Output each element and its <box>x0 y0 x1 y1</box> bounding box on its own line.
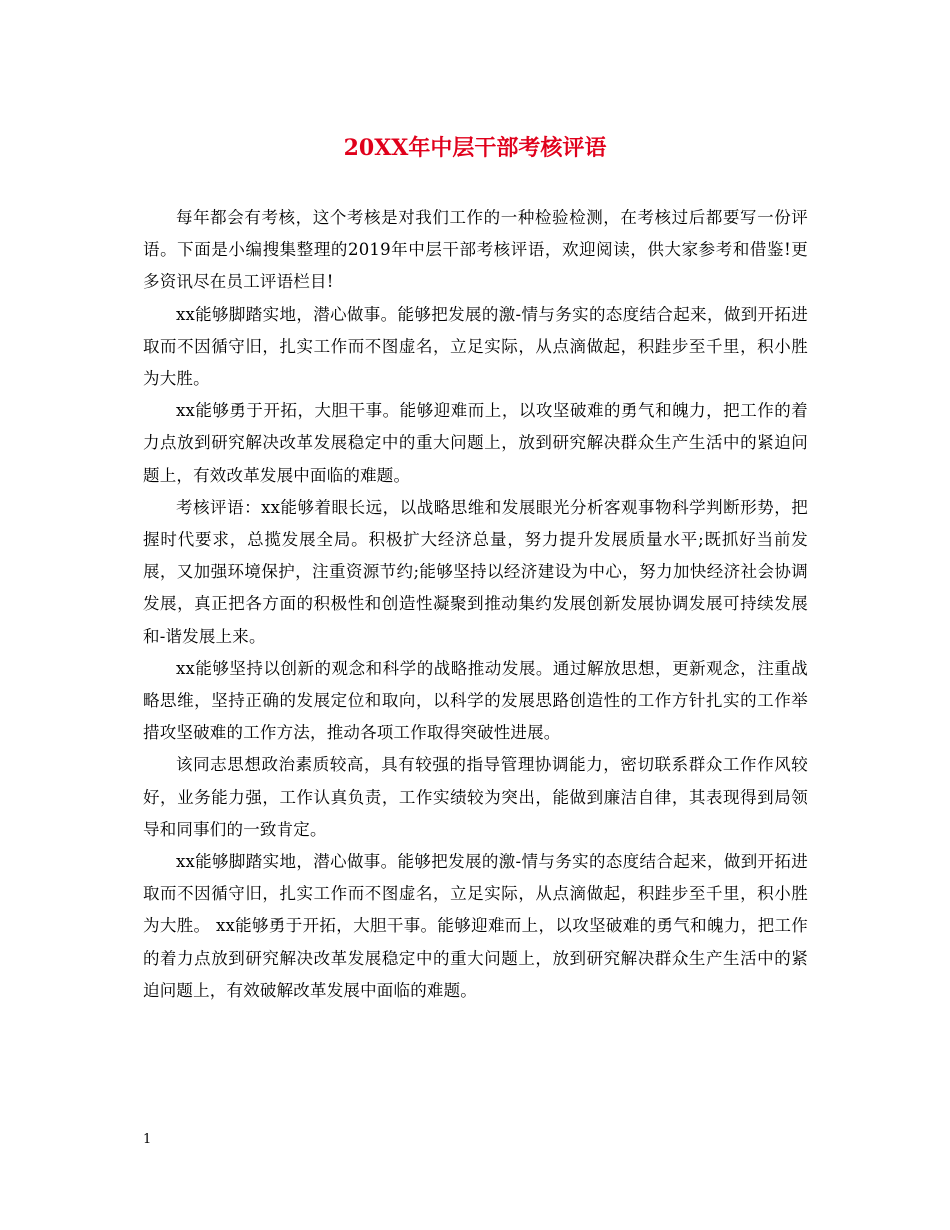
paragraph-summary: xx能够脚踏实地，潜心做事。能够把发展的激-情与务实的态度结合起来，做到开拓进取而不因循守旧，扎实工作而不图虚名，立足实际，从点滴做起，积跬步至千里，积小胜为大胜。 xx能够勇于开拓，大胆干事。能够迎难而上，以攻坚破难的勇气和魄力，把工作的着力点放到研究解决改革发展稳定中的重大问题上，放到研究解决群众生产生活中的紧迫问题上，有效破解改革发展中面临的难题。 <box>143 852 808 1000</box>
document-title: 20XX年中层干部考核评语 <box>343 135 607 161</box>
paragraph-political-quality: 该同志思想政治素质较高，具有较强的指导管理协调能力，密切联系群众工作作风较好，业务能力强，工作认真负责，工作实绩较为突出，能做到廉洁自律，其表现得到局领导和同事们的一致肯定。 <box>143 755 808 839</box>
paragraph-pioneering: xx能够勇于开拓，大胆干事。能够迎难而上，以攻坚破难的勇气和魄力，把工作的着力点放到研究解决改革发展稳定中的重大问题上，放到研究解决群众生产生活中的紧迫问题上，有效改革发展中面临的难题。 <box>143 401 808 485</box>
page-number: 1 <box>143 1132 152 1147</box>
paragraph-assessment-comment: 考核评语：xx能够着眼长远，以战略思维和发展眼光分析客观事物科学判断形势，把握时代要求，总揽发展全局。积极扩大经济总量，努力提升发展质量水平;既抓好当前发展，又加强环境保护，注重资源节约;能够坚持以经济建设为中心，努力加快经济社会协调发展，真正把各方面的积极性和创造性凝聚到推动集约发展创新发展协调发展可持续发展和-谐发展上来。 <box>143 497 808 646</box>
document-body <box>143 202 808 1007</box>
paragraph-down-to-earth: xx能够脚踏实地，潜心做事。能够把发展的激-情与务实的态度结合起来，做到开拓进取而不因循守旧，扎实工作而不图虚名，立足实际，从点滴做起，积跬步至千里，积小胜为大胜。 <box>143 304 808 389</box>
paragraph-innovation: xx能够坚持以创新的观念和科学的战略推动发展。通过解放思想，更新观念，注重战略思维，坚持正确的发展定位和取向，以科学的发展思路创造性的工作方针扎实的工作举措攻坚破难的工作方法，推动各项工作取得突破性进展。 <box>143 658 808 743</box>
paragraph-intro: 每年都会有考核，这个考核是对我们工作的一种检验检测，在考核过后都要写一份评语。下面是小编搜集整理的2019年中层干部考核评语，欢迎阅读，供大家参考和借鉴!更多资讯尽在员工评语栏目! <box>143 208 808 292</box>
